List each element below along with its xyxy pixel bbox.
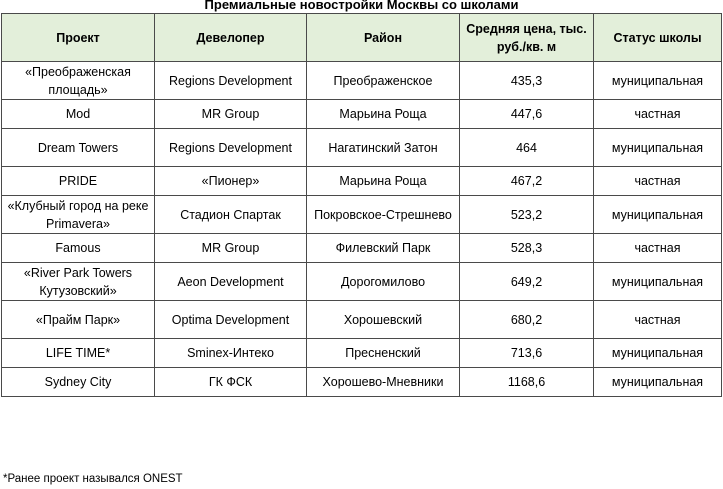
cell-district: Филевский Парк [307,234,460,263]
cell-district: Хорошевский [307,301,460,339]
cell-avg-price: 680,2 [460,301,594,339]
cell-avg-price: 713,6 [460,339,594,368]
table-row [2,196,722,234]
cell-school-status: муниципальная [594,263,722,301]
column-header-developer: Девелопер [155,14,307,62]
cell-district: Дорогомилово [307,263,460,301]
column-header-avg-price: Средняя цена, тыс. руб./кв. м [460,14,594,62]
cell-district: Марьина Роща [307,167,460,196]
cell-project: Famous [2,234,155,263]
projects-table [1,13,722,397]
table-row [2,368,722,397]
cell-school-status: муниципальная [594,62,722,100]
cell-developer: Regions Development [155,62,307,100]
cell-avg-price: 435,3 [460,62,594,100]
cell-developer: Sminex-Интеко [155,339,307,368]
cell-avg-price: 464 [460,129,594,167]
cell-school-status: муниципальная [594,368,722,397]
table-header-row [2,14,722,62]
cell-project: «River Park Towers Кутузовский» [2,263,155,301]
table-row [2,167,722,196]
cell-project: PRIDE [2,167,155,196]
column-header-project: Проект [2,14,155,62]
table-row [2,129,722,167]
cell-project: Sydney City [2,368,155,397]
column-header-school-status: Статус школы [594,14,722,62]
cell-project: «Преображенская площадь» [2,62,155,100]
table-row [2,301,722,339]
cell-school-status: муниципальная [594,339,722,368]
cell-developer: Aeon Development [155,263,307,301]
cell-district: Хорошево-Мневники [307,368,460,397]
column-header-district: Район [307,14,460,62]
table-title: Премиальные новостройки Москвы со школами [204,0,519,12]
table-row [2,62,722,100]
cell-project: Dream Towers [2,129,155,167]
cell-project: Mod [2,100,155,129]
cell-school-status: частная [594,167,722,196]
cell-district: Покровское-Стрешнево [307,196,460,234]
cell-developer: MR Group [155,100,307,129]
table-row [2,100,722,129]
cell-developer: Стадион Спартак [155,196,307,234]
cell-district: Преображенское [307,62,460,100]
cell-developer: «Пионер» [155,167,307,196]
cell-school-status: частная [594,234,722,263]
cell-project: «Клубный город на реке Primavera» [2,196,155,234]
cell-developer: Regions Development [155,129,307,167]
cell-school-status: муниципальная [594,196,722,234]
cell-district: Пресненский [307,339,460,368]
cell-avg-price: 447,6 [460,100,594,129]
cell-avg-price: 649,2 [460,263,594,301]
cell-district: Марьина Роща [307,100,460,129]
cell-developer: ГК ФСК [155,368,307,397]
footnote: *Ранее проект назывался ONEST [3,473,183,485]
cell-school-status: частная [594,301,722,339]
cell-project: «Прайм Парк» [2,301,155,339]
cell-district: Нагатинский Затон [307,129,460,167]
cell-avg-price: 1168,6 [460,368,594,397]
cell-developer: Optima Development [155,301,307,339]
cell-developer: MR Group [155,234,307,263]
cell-project: LIFE TIME* [2,339,155,368]
cell-school-status: муниципальная [594,129,722,167]
cell-school-status: частная [594,100,722,129]
cell-avg-price: 523,2 [460,196,594,234]
table-row [2,234,722,263]
cell-avg-price: 528,3 [460,234,594,263]
table-row [2,263,722,301]
cell-avg-price: 467,2 [460,167,594,196]
table-row [2,339,722,368]
